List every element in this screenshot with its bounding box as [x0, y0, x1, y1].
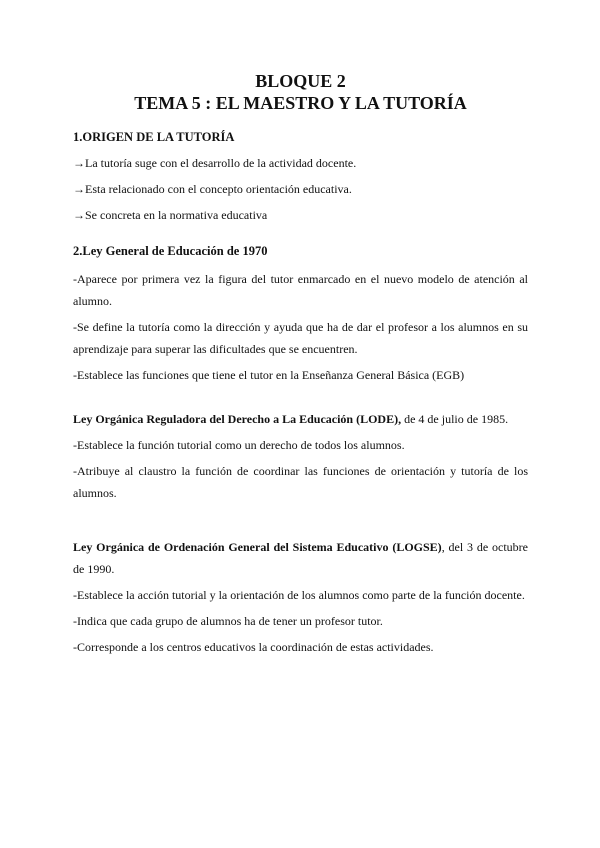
- document-page: [73, 70, 528, 662]
- spacer: [73, 232, 528, 242]
- block-title: BLOQUE 2: [255, 71, 346, 91]
- law-date: de 4 de julio de 1985.: [401, 412, 509, 426]
- topic-title: TEMA 5 : EL MAESTRO Y LA TUTORÍA: [134, 93, 467, 113]
- section-heading: 1.ORIGEN DE LA TUTORÍA: [73, 130, 235, 144]
- paragraph: -Se define la tutoría como la dirección y ayuda que ha de dar el profesor a los alumnos en su aprendizaje para superar las dificultades que se encuentren.: [73, 320, 528, 356]
- section-origin: [73, 128, 528, 224]
- paragraph: -Aparece por primera vez la figura del tutor enmarcado en el nuevo modelo de atención al alumno.: [73, 272, 528, 308]
- paragraph: -Establece la acción tutorial y la orientación de los alumnos como parte de la función docente.: [73, 588, 525, 602]
- paragraph: -Atribuye al claustro la función de coordinar las funciones de orientación y tutoría de los alumnos.: [73, 464, 528, 500]
- law-name: Ley Orgánica Reguladora del Derecho a La Educación (LODE),: [73, 412, 402, 426]
- section-lode: [73, 408, 528, 504]
- paragraph: -Establece las funciones que tiene el tutor en la Enseñanza General Básica (EGB): [73, 368, 465, 382]
- list-item: →Se concreta en la normativa educativa: [73, 208, 268, 222]
- list-item: →La tutoría suge con el desarrollo de la actividad docente.: [73, 156, 357, 170]
- section-heading: 2.Ley General de Educación de 1970: [73, 244, 268, 258]
- spacer: [73, 390, 528, 408]
- law-date: , del 3 de octubre de 1990.: [73, 540, 528, 576]
- law-title: [73, 536, 528, 580]
- list-item: →Esta relacionado con el concepto orientación educativa.: [73, 182, 352, 196]
- paragraph: -Corresponde a los centros educativos la coordinación de estas actividades.: [73, 640, 434, 654]
- section-logse: [73, 536, 528, 658]
- section-ley-general: [73, 242, 528, 386]
- law-name: Ley Orgánica de Ordenación General del Sistema Educativo (LOGSE): [73, 540, 442, 554]
- paragraph: -Indica que cada grupo de alumnos ha de tener un profesor tutor.: [73, 614, 383, 628]
- paragraph: -Establece la función tutorial como un derecho de todos los alumnos.: [73, 438, 405, 452]
- spacer: [73, 508, 528, 536]
- law-title: [73, 408, 528, 430]
